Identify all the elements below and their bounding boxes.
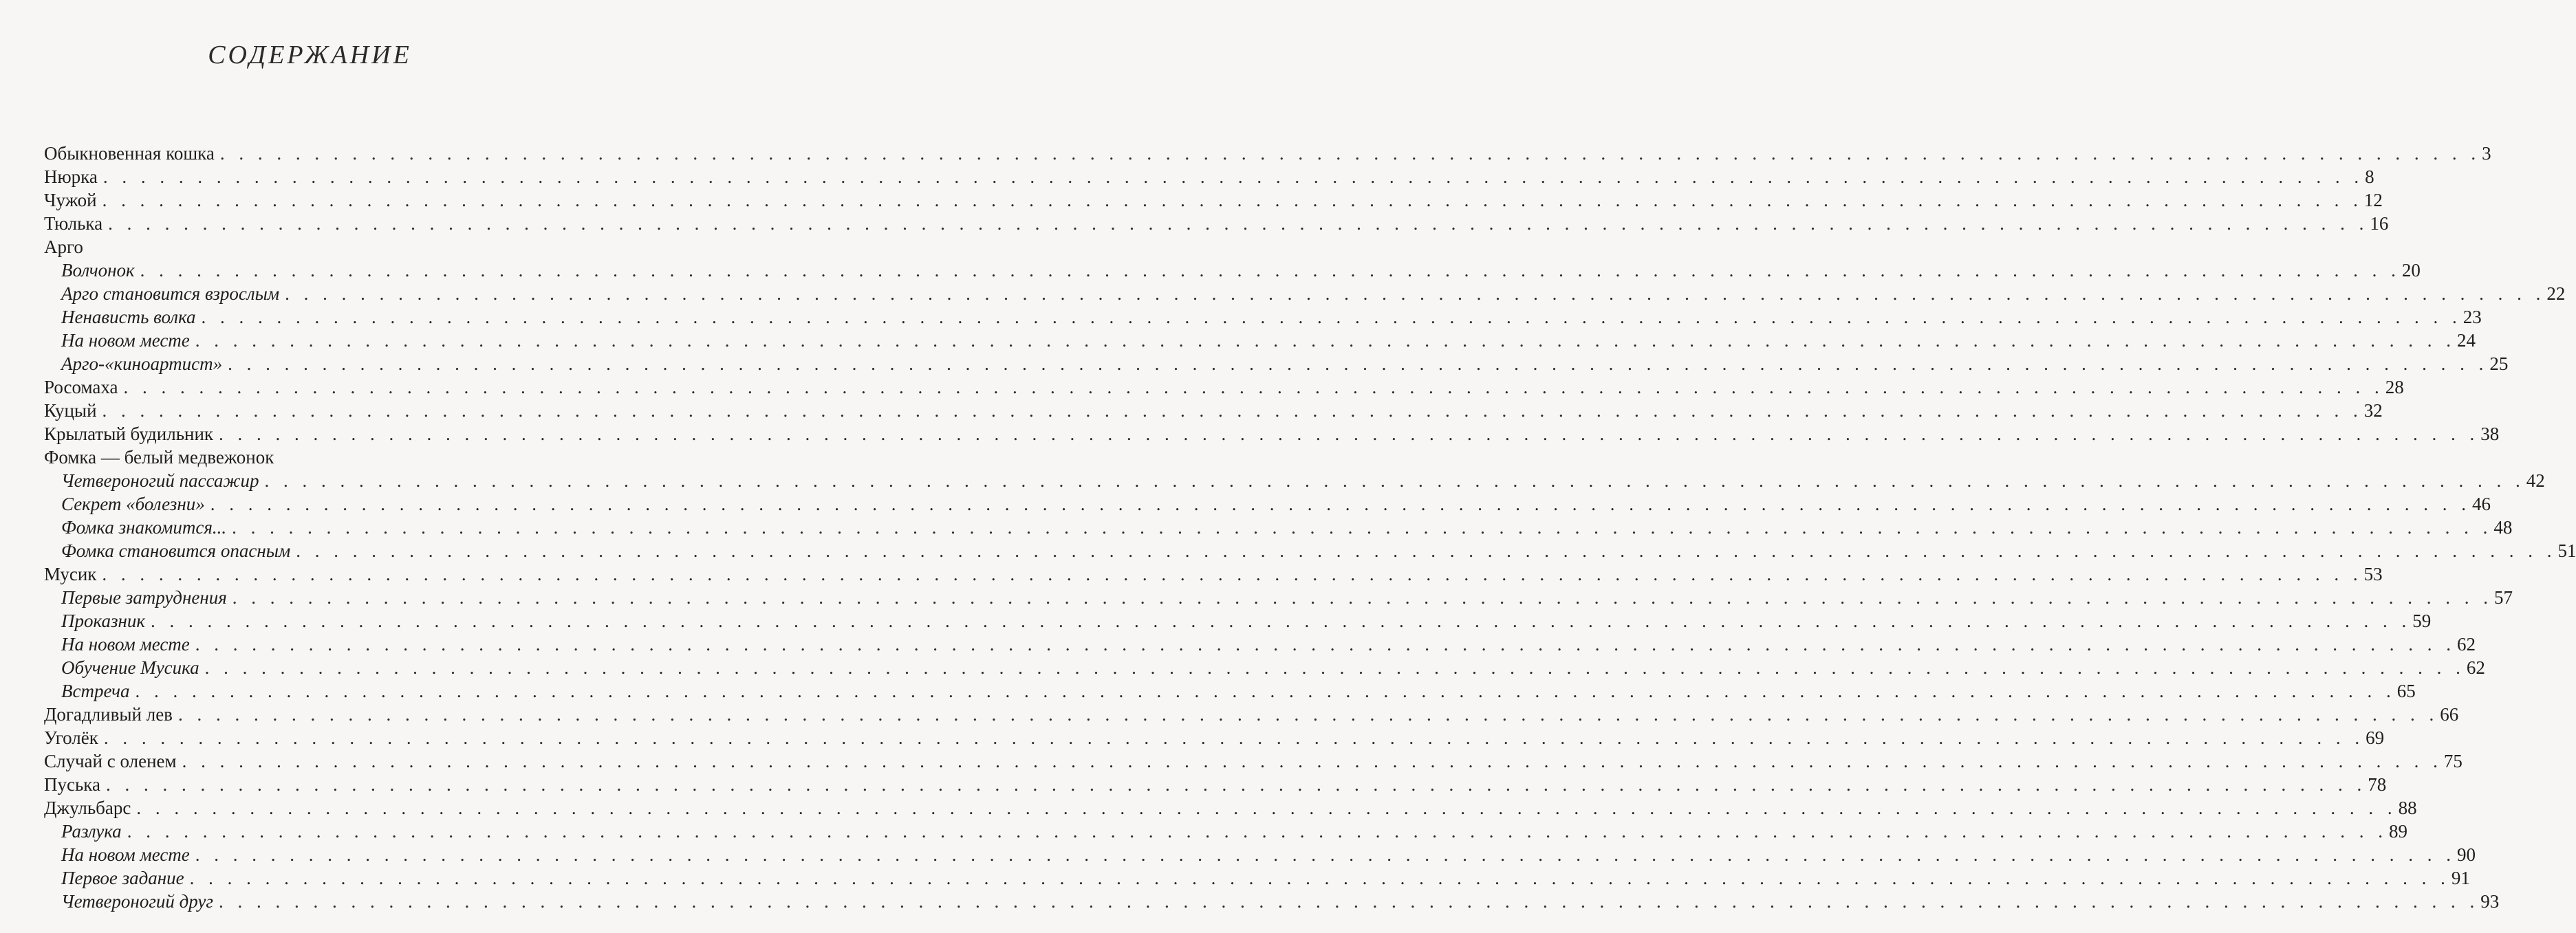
toc-page-number: 12 — [2363, 190, 2383, 210]
toc-subentry — [44, 679, 2416, 703]
toc-entry-title: Секрет «болезни» — [61, 494, 205, 514]
toc-entry-title: Первые затруднения — [61, 587, 227, 608]
dot-leader: . . . . . . . . . . . . . . . . . . . . . . . . . . . . . . . . . . . . . . . . . . . . . . . . . . . . . . . . . . . . . . . . . . . . . . . . . . . . . . . . . . . . . . . . . . . . . . . . . . . . . . . . . . . . . . . . . . . . . . . . — [228, 353, 2489, 374]
toc-entry-title: Фомка — белый медвежонок — [44, 447, 274, 468]
toc-entry — [44, 703, 2459, 726]
dot-leader: . . . . . . . . . . . . . . . . . . . . . . . . . . . . . . . . . . . . . . . . . . . . . . . . . . . . . . . . . . . . . . . . . . . . . . . . . . . . . . . . . . . . . . . . . . . . . . . . . . . . . . . . . . . . . . . . . . . . . . . . — [151, 611, 2412, 631]
toc-entry — [44, 375, 2404, 399]
dot-leader: . . . . . . . . . . . . . . . . . . . . . . . . . . . . . . . . . . . . . . . . . . . . . . . . . . . . . . . . . . . . . . . . . . . . . . . . . . . . . . . . . . . . . . . . . . . . . . . . . . . . . . . . . . . . . . . . . . . . . . . . — [102, 400, 2363, 421]
dot-leader: . . . . . . . . . . . . . . . . . . . . . . . . . . . . . . . . . . . . . . . . . . . . . . . . . . . . . . . . . . . . . . . . . . . . . . . . . . . . . . . . . . . . . . . . . . . . . . . . . . . . . . . . . . . . . . . . . . . . . . . . — [232, 517, 2493, 538]
dot-leader: . . . . . . . . . . . . . . . . . . . . . . . . . . . . . . . . . . . . . . . . . . . . . . . . . . . . . . . . . . . . . . . . . . . . . . . . . . . . . . . . . . . . . . . . . . . . . . . . . . . . . . . . . . . . . . . . . . . . . . . . — [296, 540, 2557, 561]
toc-page-number: 32 — [2363, 400, 2383, 421]
toc-entry-title: Арго-«киноартист» — [61, 353, 223, 374]
dot-leader: . . . . . . . . . . . . . . . . . . . . . . . . . . . . . . . . . . . . . . . . . . . . . . . . . . . . . . . . . . . . . . . . . . . . . . . . . . . . . . . . . . . . . . . . . . . . . . . . . . . . . . . . . . . . . . . . . . . . . . . . — [135, 681, 2396, 701]
toc-entry-title: Арго становится взрослым — [61, 283, 280, 304]
dot-leader: . . . . . . . . . . . . . . . . . . . . . . . . . . . . . . . . . . . . . . . . . . . . . . . . . . . . . . . . . . . . . . . . . . . . . . . . . . . . . . . . . . . . . . . . . . . . . . . . . . . . . . . . . . . . . . . . . . . . . . . . — [204, 657, 2465, 678]
toc-page-number: 51 — [2557, 540, 2576, 561]
toc-entry-title: Случай с оленем — [44, 751, 177, 771]
dot-leader: . . . . . . . . . . . . . . . . . . . . . . . . . . . . . . . . . . . . . . . . . . . . . . . . . . . . . . . . . . . . . . . . . . . . . . . . . . . . . . . . . . . . . . . . . . . . . . . . . . . . . . . . . . . . . . . . . . . . . . . . — [102, 166, 2364, 187]
toc-page-number: 91 — [2451, 868, 2470, 888]
toc-entry-title: Пуська — [44, 774, 100, 795]
toc-entry-title: Догадливый лев — [44, 704, 173, 725]
toc-page-number: 66 — [2440, 704, 2459, 725]
toc-entry — [44, 773, 2387, 796]
dot-leader: . . . . . . . . . . . . . . . . . . . . . . . . . . . . . . . . . . . . . . . . . . . . . . . . . . . . . . . . . . . . . . . . . . . . . . . . . . . . . . . . . . . . . . . . . . . . . . . . . . . . . . . . . . . . . . . . . . . . . . . . — [195, 634, 2456, 655]
toc-page-number: 23 — [2463, 307, 2482, 327]
toc-subentry — [44, 843, 2476, 866]
dot-leader: . . . . . . . . . . . . . . . . . . . . . . . . . . . . . . . . . . . . . . . . . . . . . . . . . . . . . . . . . . . . . . . . . . . . . . . . . . . . . . . . . . . . . . . . . . . . . . . . . . . . . . . . . . . . . . . . . . . . . . . . — [108, 213, 2369, 234]
toc-entry-title: Куцый — [44, 400, 97, 421]
dot-leader: . . . . . . . . . . . . . . . . . . . . . . . . . . . . . . . . . . . . . . . . . . . . . . . . . . . . . . . . . . . . . . . . . . . . . . . . . . . . . . . . . . . . . . . . . . . . . . . . . . . . . . . . . . . . . . . . . . . . . . . . — [201, 307, 2462, 327]
toc-entry — [44, 235, 576, 259]
toc-subentry — [44, 586, 2513, 609]
toc-entry-title: Джульбарс — [44, 798, 131, 818]
toc-page-number: 69 — [2366, 727, 2385, 748]
toc-subentry — [44, 282, 2566, 305]
toc-page-number: 48 — [2493, 517, 2513, 538]
toc-subentry — [44, 633, 2476, 656]
toc-page-number: 90 — [2457, 844, 2476, 865]
toc-entry-title: Арго — [44, 237, 83, 257]
toc-subentry — [44, 609, 2432, 633]
dot-leader: . . . . . . . . . . . . . . . . . . . . . . . . . . . . . . . . . . . . . . . . . . . . . . . . . . . . . . . . . . . . . . . . . . . . . . . . . . . . . . . . . . . . . . . . . . . . . . . . . . . . . . . . . . . . . . . . . . . . . . . . — [102, 564, 2363, 584]
toc-entry — [44, 188, 2383, 212]
dot-leader: . . . . . . . . . . . . . . . . . . . . . . . . . . . . . . . . . . . . . . . . . . . . . . . . . . . . . . . . . . . . . . . . . . . . . . . . . . . . . . . . . . . . . . . . . . . . . . . . . . . . . . . . . . . . . . . . . . . . . . . . — [218, 891, 2480, 912]
toc-entry — [44, 142, 2491, 165]
toc-page-number: 65 — [2396, 681, 2416, 701]
toc-subentry — [44, 890, 2500, 913]
toc-page-number: 3 — [2482, 143, 2491, 164]
dot-leader: . . . . . . . . . . . . . . . . . . . . . . . . . . . . . . . . . . . . . . . . . . . . . . . . . . . . . . . . . . . . . . . . . . . . . . . . . . . . . . . . . . . . . . . . . . . . . . . . . . . . . . . . . . . . . . . . . . . . . . . . — [264, 470, 2525, 491]
toc-page-number: 22 — [2546, 283, 2566, 304]
dot-leader: . . . . . . . . . . . . . . . . . . . . . . . . . . . . . . . . . . . . . . . . . . . . . . . . . . . . . . . . . . . . . . . . . . . . . . . . . . . . . . . . . . . . . . . . . . . . . . . . . . . . . . . . . . . . . . . . . . . . . . . . — [232, 587, 2493, 608]
toc-entry-title: Тюлька — [44, 213, 103, 234]
toc-entry-title: На новом месте — [61, 844, 190, 865]
toc-page-number: 24 — [2457, 330, 2476, 351]
toc-page-number: 62 — [2457, 634, 2476, 655]
toc-page-number: 46 — [2472, 494, 2491, 514]
toc-page-number: 25 — [2489, 353, 2509, 374]
dot-leader: . . . . . . . . . . . . . . . . . . . . . . . . . . . . . . . . . . . . . . . . . . . . . . . . . . . . . . . . . . . . . . . . . . . . . . . . . . . . . . . . . . . . . . . . . . . . . . . . . . . . . . . . . . . . . . . . . . . . . . . . — [182, 751, 2443, 771]
toc-entry-title: На новом месте — [61, 634, 190, 655]
toc-entry-title: Нюрка — [44, 166, 98, 187]
dot-leader: . . . . . . . . . . . . . . . . . . . . . . . . . . . . . . . . . . . . . . . . . . . . . . . . . . . . . . . . . . . . . . . . . . . . . . . . . . . . . . . . . . . . . . . . . . . . . . . . . . . . . . . . . . . . . . . . . . . . . . . . — [285, 283, 2546, 304]
dot-leader: . . . . . . . . . . . . . . . . . . . . . . . . . . . . . . . . . . . . . . . . . . . . . . . . . . . . . . . . . . . . . . . . . . . . . . . . . . . . . . . . . . . . . . . . . . . . . . . . . . . . . . . . . . . . . . . . . . . . . . . . — [210, 494, 2471, 514]
toc-subentry — [44, 516, 2513, 539]
dot-leader: . . . . . . . . . . . . . . . . . . . . . . . . . . . . . . . . . . . . . . . . . . . . . . . . . . . . . . . . . . . . . . . . . . . . . . . . . . . . . . . . . . . . . . . . . . . . . . . . . . . . . . . . . . . . . . . . . . . . . . . . — [127, 821, 2388, 842]
dot-leader: . . . . . . . . . . . . . . . . . . . . . . . . . . . . . . . . . . . . . . . . . . . . . . . . . . . . . . . . . . . . . . . . . . . . . . . . . . . . . . . . . . . . . . . . . . . . . . . . . . . . . . . . . . . . . . . . . . . . . . . . — [136, 798, 2397, 818]
toc-entry — [44, 796, 2417, 820]
toc-subentry — [44, 469, 2545, 492]
toc-entry-title: Фомка знакомится... — [61, 517, 227, 538]
dot-leader: . . . . . . . . . . . . . . . . . . . . . . . . . . . . . . . . . . . . . . . . . . . . . . . . . . . . . . . . . . . . . . . . . . . . . . . . . . . . . . . . . . . . . . . . . . . . . . . . . . . . . . . . . . . . . . . . . . . . . . . . — [219, 424, 2480, 444]
toc-page-number: 78 — [2368, 774, 2387, 795]
toc-subentry — [44, 820, 2407, 843]
toc-page-number: 16 — [2370, 213, 2389, 234]
dot-leader: . . . . . . . . . . . . . . . . . . . . . . . . . . . . . . . . . . . . . . . . . . . . . . . . . . . . . . . . . . . . . . . . . . . . . . . . . . . . . . . . . . . . . . . . . . . . . . . . . . . . . . . . . . . . . . . . . . . . . . . . — [189, 868, 2450, 888]
toc-page-number: 93 — [2480, 891, 2500, 912]
toc-entry-title: Мусик — [44, 564, 97, 584]
toc-page-number: 38 — [2480, 424, 2500, 444]
toc-page-number: 89 — [2388, 821, 2407, 842]
toc-entry-title: Росомаха — [44, 377, 118, 397]
toc-entry-title: Обыкновенная кошка — [44, 143, 215, 164]
toc-entry — [44, 446, 576, 469]
toc-subentry — [44, 656, 2485, 679]
toc-page-number: 8 — [2365, 166, 2374, 187]
toc-subentry — [44, 329, 2476, 352]
toc-subentry — [44, 866, 2470, 890]
toc-entry-title: Фомка становится опасным — [61, 540, 291, 561]
dot-leader: . . . . . . . . . . . . . . . . . . . . . . . . . . . . . . . . . . . . . . . . . . . . . . . . . . . . . . . . . . . . . . . . . . . . . . . . . . . . . . . . . . . . . . . . . . . . . . . . . . . . . . . . . . . . . . . . . . . . . . . . — [102, 190, 2363, 210]
toc-subentry — [44, 492, 2491, 516]
toc-page-number: 20 — [2401, 260, 2421, 281]
toc-entry-title: Уголёк — [44, 727, 98, 748]
toc-entry-title: Первое задание — [61, 868, 184, 888]
toc-page-number: 28 — [2385, 377, 2404, 397]
dot-leader: . . . . . . . . . . . . . . . . . . . . . . . . . . . . . . . . . . . . . . . . . . . . . . . . . . . . . . . . . . . . . . . . . . . . . . . . . . . . . . . . . . . . . . . . . . . . . . . . . . . . . . . . . . . . . . . . . . . . . . . . — [103, 727, 2365, 748]
toc-entry — [44, 422, 2500, 446]
toc-page-number: 57 — [2494, 587, 2513, 608]
toc-entry-title: Волчонок — [61, 260, 135, 281]
toc-page-number: 75 — [2443, 751, 2463, 771]
toc-entry-title: Четвероногий друг — [61, 891, 213, 912]
toc-entry — [44, 165, 2374, 188]
dot-leader: . . . . . . . . . . . . . . . . . . . . . . . . . . . . . . . . . . . . . . . . . . . . . . . . . . . . . . . . . . . . . . . . . . . . . . . . . . . . . . . . . . . . . . . . . . . . . . . . . . . . . . . . . . . . . . . . . . . . . . . . — [195, 330, 2456, 351]
table-of-contents — [44, 142, 2576, 913]
toc-entry-title: Четвероногий пассажир — [61, 470, 259, 491]
toc-entry-title: Ненависть волка — [61, 307, 196, 327]
toc-entry — [44, 562, 2383, 586]
toc-page-number: 42 — [2526, 470, 2545, 491]
dot-leader: . . . . . . . . . . . . . . . . . . . . . . . . . . . . . . . . . . . . . . . . . . . . . . . . . . . . . . . . . . . . . . . . . . . . . . . . . . . . . . . . . . . . . . . . . . . . . . . . . . . . . . . . . . . . . . . . . . . . . . . . — [106, 774, 2367, 795]
toc-entry-title: Проказник — [61, 611, 146, 631]
dot-leader: . . . . . . . . . . . . . . . . . . . . . . . . . . . . . . . . . . . . . . . . . . . . . . . . . . . . . . . . . . . . . . . . . . . . . . . . . . . . . . . . . . . . . . . . . . . . . . . . . . . . . . . . . . . . . . . . . . . . . . . . — [140, 260, 2401, 281]
toc-entry-title: Чужой — [44, 190, 97, 210]
toc-subentry — [44, 352, 2509, 375]
toc-page-number: 62 — [2466, 657, 2485, 678]
toc-entry-title: Крылатый будильник — [44, 424, 214, 444]
dot-leader: . . . . . . . . . . . . . . . . . . . . . . . . . . . . . . . . . . . . . . . . . . . . . . . . . . . . . . . . . . . . . . . . . . . . . . . . . . . . . . . . . . . . . . . . . . . . . . . . . . . . . . . . . . . . . . . . . . . . . . . . — [177, 704, 2439, 725]
dot-leader: . . . . . . . . . . . . . . . . . . . . . . . . . . . . . . . . . . . . . . . . . . . . . . . . . . . . . . . . . . . . . . . . . . . . . . . . . . . . . . . . . . . . . . . . . . . . . . . . . . . . . . . . . . . . . . . . . . . . . . . . — [123, 377, 2384, 397]
toc-subentry — [44, 259, 2421, 282]
dot-leader: . . . . . . . . . . . . . . . . . . . . . . . . . . . . . . . . . . . . . . . . . . . . . . . . . . . . . . . . . . . . . . . . . . . . . . . . . . . . . . . . . . . . . . . . . . . . . . . . . . . . . . . . . . . . . . . . . . . . . . . . — [195, 844, 2456, 865]
dot-leader: . . . . . . . . . . . . . . . . . . . . . . . . . . . . . . . . . . . . . . . . . . . . . . . . . . . . . . . . . . . . . . . . . . . . . . . . . . . . . . . . . . . . . . . . . . . . . . . . . . . . . . . . . . . . . . . . . . . . . . . . — [219, 143, 2481, 164]
toc-subentry — [44, 305, 2482, 329]
page-title: СОДЕРЖАНИЕ — [208, 41, 412, 69]
toc-entry-title: Встреча — [61, 681, 130, 701]
toc-page-number: 53 — [2363, 564, 2383, 584]
toc-page-number: 88 — [2398, 798, 2417, 818]
toc-entry-title: Обучение Мусика — [61, 657, 199, 678]
toc-entry — [44, 212, 2389, 235]
toc-subentry — [44, 539, 2576, 562]
toc-entry — [44, 749, 2463, 773]
toc-entry — [44, 726, 2385, 749]
toc-entry-title: Разлука — [61, 821, 122, 842]
toc-entry — [44, 399, 2383, 422]
toc-entry-title: На новом месте — [61, 330, 190, 351]
toc-page-number: 59 — [2412, 611, 2432, 631]
